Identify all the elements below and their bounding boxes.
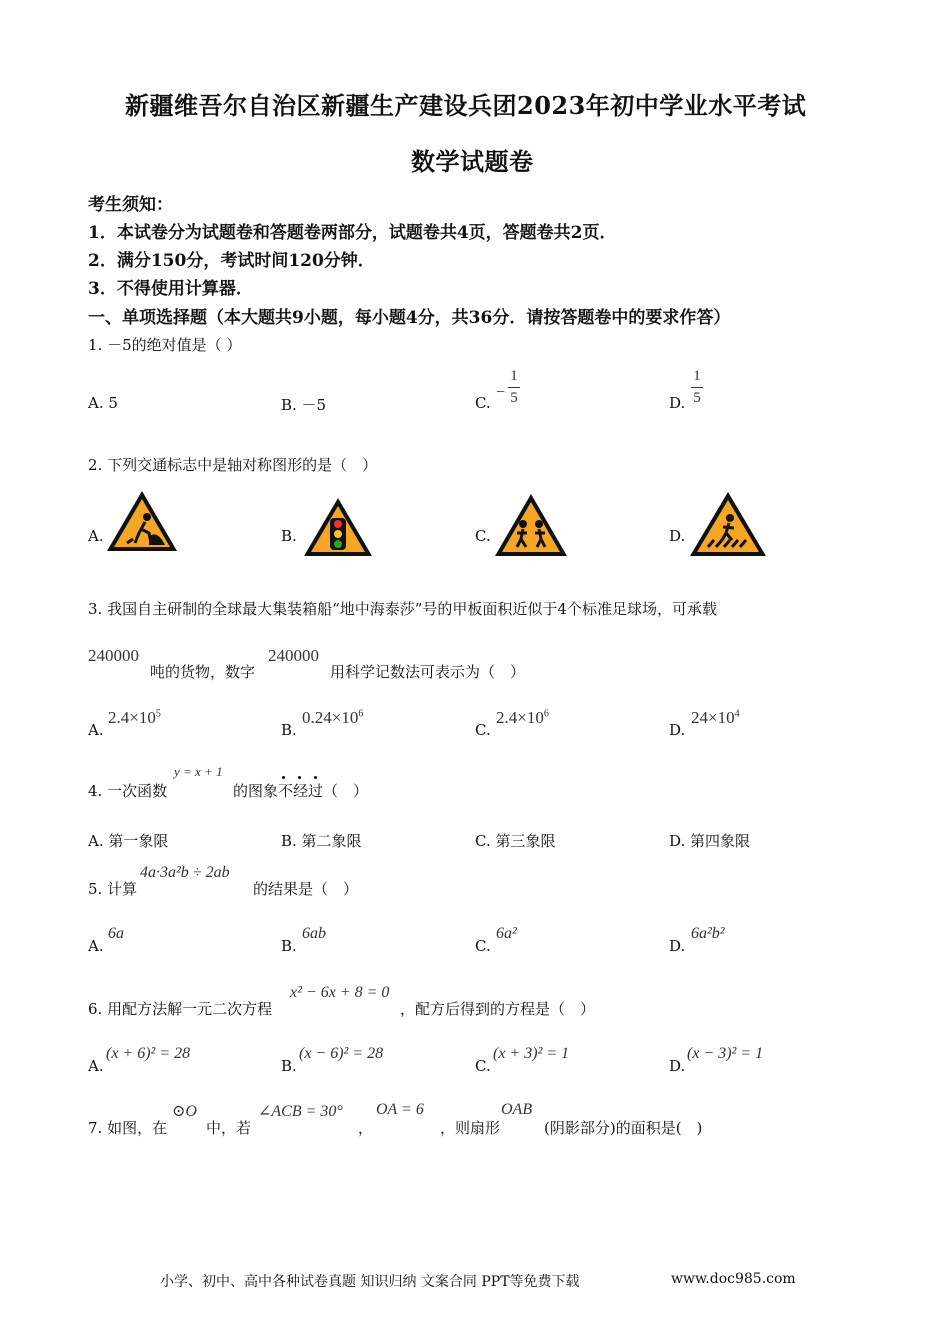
q6-option-a-value: (x + 6)² = 28 bbox=[106, 1045, 191, 1062]
pedestrian-crossing-sign-icon bbox=[688, 490, 768, 558]
question-5-stem: 5. 计算 bbox=[88, 880, 138, 898]
question-3-stem-line1: 3. 我国自主研制的全球最大集装箱船“地中海泰莎”号的甲板面积近似于4个标准足球场，可承载 bbox=[88, 600, 717, 618]
q1-option-b: B. －5 bbox=[281, 396, 327, 414]
fraction-denominator: 5 bbox=[693, 389, 701, 406]
q7-stem-text: 中，若 bbox=[206, 1119, 252, 1137]
question-7-stem: 7. 如图，在 bbox=[88, 1119, 168, 1137]
q7-radius: OA = 6 bbox=[376, 1101, 424, 1118]
q7-circle-symbol: ⊙O bbox=[172, 1103, 197, 1120]
question-6-stem: 6. 用配方法解一元二次方程 bbox=[88, 1000, 273, 1018]
road-work-sign-icon bbox=[105, 489, 179, 553]
q5-option-c-label: C. bbox=[475, 937, 491, 955]
q1-option-a: A. 5 bbox=[88, 394, 118, 412]
q7-stem-end: (阴影部分)的面积是( ) bbox=[544, 1119, 703, 1137]
q1-option-d-label: D. bbox=[669, 394, 686, 412]
q6-stem-end: ，配方后得到的方程是（ ） bbox=[400, 1000, 596, 1018]
q5-option-b-label: B. bbox=[281, 937, 297, 955]
q1-option-c-label: C. bbox=[475, 394, 491, 412]
q6-equation: x² − 6x + 8 = 0 bbox=[290, 984, 390, 1001]
q7-angle: ∠ACB = 30° bbox=[258, 1103, 343, 1120]
q5-expression: 4a·3a²b ÷ 2ab bbox=[140, 864, 230, 881]
q6-option-c-value: (x + 3)² = 1 bbox=[493, 1045, 570, 1062]
q6-option-a-label: A. bbox=[88, 1057, 104, 1075]
page-title: 新疆维吾尔自治区新疆生产建设兵团2023年初中学业水平考试 bbox=[125, 91, 807, 120]
fraction-numerator: 1 bbox=[693, 368, 701, 384]
q5-stem-end: 的结果是（ ） bbox=[253, 880, 359, 898]
fraction-numerator: 1 bbox=[510, 368, 518, 384]
q6-option-b-label: B. bbox=[281, 1057, 297, 1075]
q1-option-c-fraction bbox=[508, 368, 520, 406]
notice-item: 3．不得使用计算器． bbox=[88, 279, 253, 299]
q3-option-d-label: D. bbox=[669, 721, 686, 739]
q5-option-a-label: A. bbox=[88, 937, 104, 955]
power-exponent: 5 bbox=[155, 708, 161, 720]
q2-option-a-label: A. bbox=[88, 527, 104, 545]
q2-option-d-label: D. bbox=[669, 527, 686, 545]
power-base: 0.24×10 bbox=[302, 708, 359, 727]
q7-stem-comma: ， bbox=[358, 1119, 374, 1137]
question-4-stem: 4. 一次函数 bbox=[88, 782, 168, 800]
fraction-denominator: 5 bbox=[510, 389, 518, 406]
q5-option-a-value: 6a bbox=[108, 925, 124, 942]
q5-option-d-value: 6a²b² bbox=[691, 925, 725, 942]
power-base: 2.4×10 bbox=[108, 708, 156, 727]
page-subtitle: 数学试题卷 bbox=[411, 147, 534, 176]
power-exponent: 4 bbox=[734, 708, 740, 720]
q5-option-c-value: 6a² bbox=[496, 925, 517, 942]
q3-option-b-value bbox=[302, 708, 363, 728]
q3-number-240000: 240000 bbox=[88, 646, 139, 665]
power-exponent: 6 bbox=[543, 708, 549, 720]
q2-option-b-label: B. bbox=[281, 527, 297, 545]
power-exponent: 6 bbox=[358, 708, 364, 720]
q5-option-d-label: D. bbox=[669, 937, 686, 955]
children-crossing-sign-icon bbox=[493, 492, 569, 558]
q6-option-b-value: (x − 6)² = 28 bbox=[299, 1045, 384, 1062]
question-2-stem: 2. 下列交通标志中是轴对称图形的是（ ） bbox=[88, 456, 378, 474]
q4-option-d: D. 第四象限 bbox=[669, 832, 751, 850]
q3-stem-text: 吨的货物，数字 bbox=[150, 663, 256, 681]
q3-option-c-label: C. bbox=[475, 721, 491, 739]
power-base: 2.4×10 bbox=[496, 708, 544, 727]
q4-function: y = x + 1 bbox=[174, 764, 223, 779]
traffic-light-sign-icon bbox=[302, 496, 374, 558]
q1-option-d-fraction bbox=[691, 368, 703, 406]
notice-item: 1．本试卷分为试题卷和答题卷两部分，试题卷共4页，答题卷共2页． bbox=[88, 223, 617, 243]
question-1-stem: 1. －5的绝对值是（ ） bbox=[88, 336, 242, 354]
q7-stem-text-2: ，则扇形 bbox=[440, 1119, 501, 1137]
q6-option-d-label: D. bbox=[669, 1057, 686, 1075]
q3-number-240000-second: 240000 bbox=[268, 646, 319, 665]
q4-option-b: B. 第二象限 bbox=[281, 832, 362, 850]
q3-option-a-label: A. bbox=[88, 721, 104, 739]
q4-stem-end: 的图象不经过（ ） bbox=[233, 782, 369, 800]
q1-option-c-sign: − bbox=[496, 384, 506, 401]
q2-option-c-label: C. bbox=[475, 527, 491, 545]
q3-option-a-value bbox=[108, 708, 161, 728]
q6-option-c-label: C. bbox=[475, 1057, 491, 1075]
footer-link[interactable]: www.doc985.com bbox=[671, 1271, 796, 1287]
q3-stem-text-end: 用科学记数法可表示为（ ） bbox=[330, 663, 526, 681]
q7-sector: OAB bbox=[501, 1101, 533, 1118]
notice-heading: 考生须知： bbox=[88, 195, 173, 215]
q3-option-c-value bbox=[496, 708, 549, 728]
notice-item: 2．满分150分，考试时间120分钟． bbox=[88, 251, 375, 271]
power-base: 24×10 bbox=[691, 708, 735, 727]
q5-option-b-value: 6ab bbox=[302, 925, 326, 942]
q3-option-b-label: B. bbox=[281, 721, 297, 739]
q4-option-a: A. 第一象限 bbox=[88, 832, 169, 850]
footer-text: 小学、初中、高中各种试卷真题 知识归纳 文案合同 PPT等免费下载 bbox=[160, 1274, 580, 1290]
q4-option-c: C. 第三象限 bbox=[475, 832, 556, 850]
section-heading: 一、单项选择题（本大题共9小题，每小题4分，共36分．请按答题卷中的要求作答） bbox=[88, 308, 731, 328]
q3-option-d-value bbox=[691, 708, 740, 728]
q6-option-d-value: (x − 3)² = 1 bbox=[687, 1045, 764, 1062]
